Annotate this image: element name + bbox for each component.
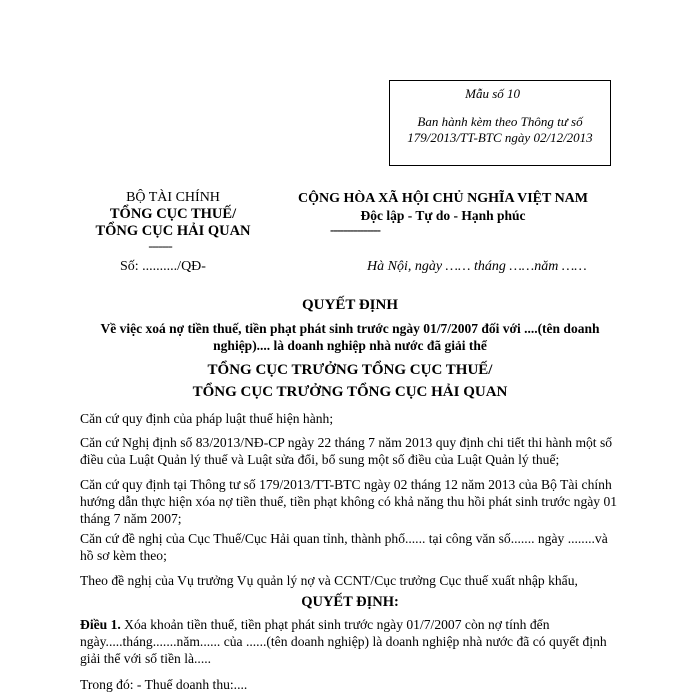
legal-basis-1: Căn cứ quy định của pháp luật thuế hiện hành;	[80, 411, 334, 426]
form-reference-box	[389, 80, 611, 166]
proposal-basis: Theo đề nghị của Vụ trưởng Vụ quản lý nợ và CCNT/Cục trưởng Cục thuế xuất nhập khẩu,	[80, 573, 578, 588]
form-issuance-note: Ban hành kèm theo Thông tư số 179/2013/TT-BTC ngày 02/12/2013	[407, 114, 593, 145]
legal-basis-2: Căn cứ Nghị định số 83/2013/NĐ-CP ngày 22 tháng 7 năm 2013 quy định chi tiết thi hành một số điều của Luật Quản lý thuế và Luật sửa đổi, bổ sung một số điều của Luật Quản lý thuế;	[80, 435, 613, 467]
issuing-authority	[84, 189, 262, 240]
place-and-date: Hà Nội, ngày …… tháng ……năm ……	[367, 259, 587, 274]
article-1	[80, 616, 620, 667]
legal-basis-4: Căn cứ đề nghị của Cục Thuế/Cục Hải quan tỉnh, thành phố...... tại công văn số....... ngày ........và hồ sơ kèm theo;	[80, 531, 608, 563]
national-motto: Độc lập - Tự do - Hạnh phúc	[360, 208, 526, 223]
legal-basis-3: Căn cứ quy định tại Thông tư số 179/2013/TT-BTC ngày 02 tháng 12 năm 2013 của Bộ Tài chính hướng dẫn thực hiện xóa nợ tiền thuế, tiền phạt không có khả năng thu hồi phát sinh trước ngày 01 tháng 7 năm 2007;	[80, 477, 618, 526]
department-line-1: TỔNG CỤC THUẾ/	[109, 206, 237, 222]
department-line-2: TỔNG CỤC HẢI QUAN	[95, 223, 251, 239]
left-divider: -------	[148, 238, 172, 253]
document-subject: Về việc xoá nợ tiền thuế, tiền phạt phát sinh trước ngày 01/7/2007 đối với ....(tên doanh nghiệp).... là doanh nghiệp nhà nước đã giải thể	[100, 321, 600, 353]
country-name: CỘNG HÒA XÃ HỘI CHỦ NGHĨA VIỆT NAM	[297, 191, 588, 206]
document-title: QUYẾT ĐỊNH	[302, 297, 398, 313]
ministry-name: BỘ TÀI CHÍNH	[126, 190, 220, 205]
tax-breakdown-line: Trong đó: - Thuế doanh thu:....	[80, 677, 248, 692]
decision-number: Số: ........../QĐ-	[120, 259, 206, 274]
national-header	[270, 190, 616, 224]
article-1-text: Xóa khoản tiền thuế, tiền phạt phát sinh trước ngày 01/7/2007 còn nợ tính đến ngày.....tháng.......năm...... của ......(tên doanh nghiệp) là doanh nghiệp nhà nước đã có quyết định giải thể với số tiền là.....	[80, 617, 607, 666]
signatory-title-2: TỔNG CỤC TRƯỞNG TỔNG CỤC HẢI QUAN	[192, 384, 508, 400]
signatory-title-1: TỔNG CỤC TRƯỞNG TỔNG CỤC THUẾ/	[207, 362, 493, 378]
form-number: Mẫu số 10	[465, 86, 520, 101]
right-divider: ---------------	[330, 222, 380, 237]
article-1-label: Điều 1.	[80, 617, 121, 632]
decides-heading: QUYẾT ĐỊNH:	[301, 594, 399, 610]
